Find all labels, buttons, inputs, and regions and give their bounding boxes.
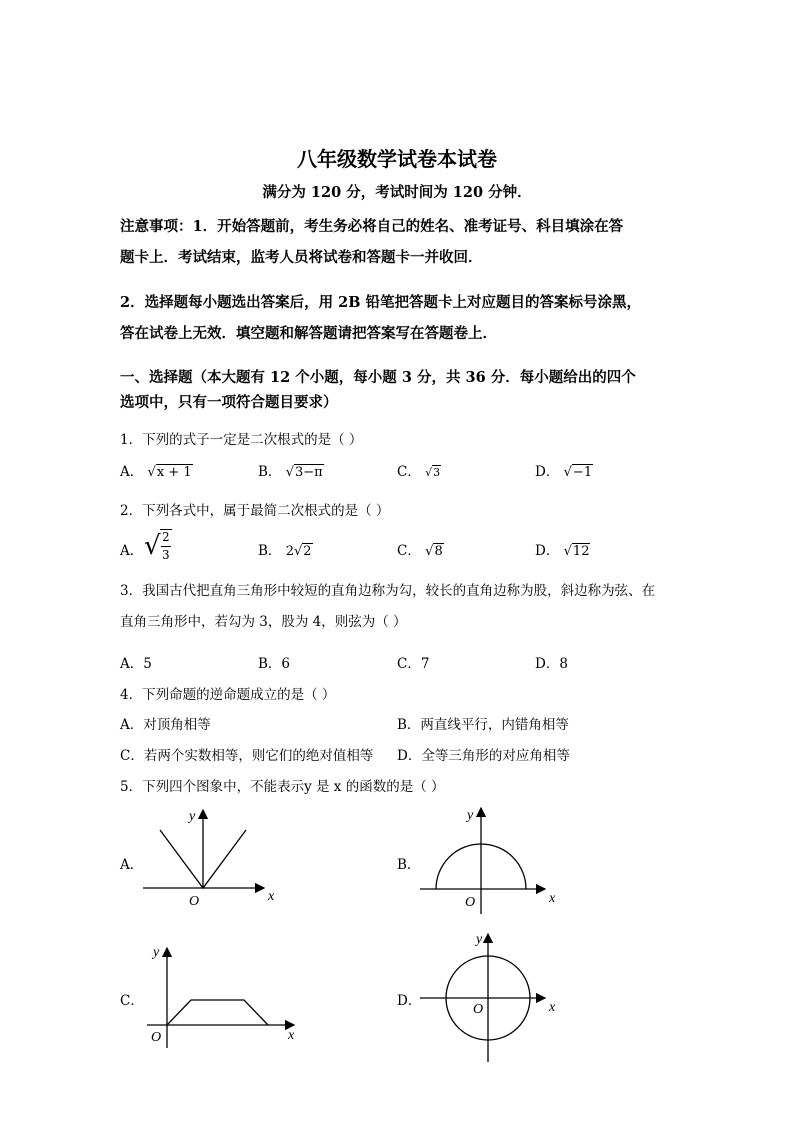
q1-option-d-radicand: −1: [572, 465, 593, 480]
q2-option-b-coefficient: 2: [285, 544, 294, 559]
q2-option-c-radicand: 8: [434, 544, 443, 559]
q3-option-c: C．7: [397, 656, 430, 672]
graph-d-y-label: y: [476, 932, 483, 947]
q2-option-a-numerator: 2: [162, 530, 170, 544]
q1-option-a: A． √x + 1: [120, 464, 192, 480]
q4-option-d: D．全等三角形的对应角相等: [397, 748, 570, 764]
q2-option-d-radicand: 12: [572, 544, 590, 559]
q4-option-c: C．若两个实数相等，则它们的绝对值相等: [120, 748, 374, 764]
q2-option-a-label: A．: [120, 543, 144, 559]
exam-info: 满分为 120 分，考试时间为 120 分钟．: [262, 184, 532, 201]
graph-c-x-label: x: [288, 1028, 295, 1043]
notice-line-1: 注意事项：1．开始答题前，考生务必将自己的姓名、准考证号、科目填涂在答: [120, 218, 624, 235]
q1-option-d: D． √−1: [535, 464, 593, 480]
graph-b: [420, 808, 545, 914]
page-title: 八年级数学试卷本试卷: [297, 147, 497, 171]
q3-stem-line-1: 3．我国古代把直角三角形中较短的直角边称为勾，较长的直角边称为股，斜边称为弦、在: [120, 583, 656, 599]
graph-a: [143, 810, 264, 888]
notice-line-4: 答在试卷上无效．填空题和解答题请把答案写在答题卷上．: [120, 325, 497, 342]
q5-option-b-label: B．: [397, 857, 421, 873]
q2-option-b-label: B．: [258, 543, 282, 559]
graph-c-origin-label: O: [151, 1030, 162, 1045]
q1-option-b-radicand: 3−π: [295, 465, 323, 480]
q2-stem: 2．下列各式中，属于最简二次根式的是（ ）: [120, 503, 390, 519]
graph-a-origin-label: O: [189, 894, 200, 909]
q1-option-a-radicand: x + 1: [156, 465, 192, 480]
q1-option-a-label: A．: [120, 464, 144, 480]
q1-option-c-radicand: 3: [433, 466, 441, 479]
graph-b-origin-label: O: [465, 895, 476, 910]
q2-option-d: D． √12: [535, 543, 590, 559]
notice-line-3: 2．选择题每小题选出答案后，用 2B 铅笔把答题卡上对应题目的答案标号涂黑，: [120, 294, 642, 311]
section-heading-2: 选项中，只有一项符合题目要求）: [120, 394, 338, 411]
graph-a-x-label: x: [268, 889, 275, 904]
q1-stem: 1．下列的式子一定是二次根式的是（ ）: [120, 432, 363, 448]
q5-stem: 5．下列四个图象中，不能表示y 是 x 的函数的是（ ）: [120, 779, 445, 795]
q3-option-a: A．5: [120, 656, 152, 672]
q4-option-a: A．对顶角相等: [120, 717, 211, 733]
q2-option-b-radicand: 2: [303, 544, 312, 559]
graph-c-y-label: y: [153, 945, 160, 960]
graph-a-y-label: y: [189, 809, 196, 824]
graph-d-x-label: x: [549, 1000, 556, 1015]
q1-option-c-label: C．: [397, 464, 421, 480]
graph-c: [147, 948, 294, 1048]
q5-option-a-label: A．: [120, 857, 144, 873]
q2-option-d-label: D．: [535, 543, 560, 559]
graph-d: [420, 934, 545, 1062]
q3-stem-line-2: 直角三角形中，若勾为 3，股为 4，则弦为（ ）: [120, 614, 407, 630]
graph-b-x-label: x: [549, 891, 556, 906]
section-heading-1: 一、选择题（本大题有 12 个小题，每小题 3 分，共 36 分．每小题给出的四个: [120, 369, 636, 386]
q2-option-c: C． √8: [397, 543, 443, 559]
q5-option-d-label: D．: [397, 993, 422, 1009]
graph-c-curve: [167, 1000, 268, 1025]
q1-option-b: B． √3−π: [258, 464, 323, 480]
q3-option-b: B．6: [258, 656, 291, 672]
notice-line-2: 题卡上．考试结束，监考人员将试卷和答题卡一并收回．: [120, 249, 483, 266]
q1-option-d-label: D．: [535, 464, 560, 480]
q3-option-d: D．8: [535, 656, 568, 672]
q5-option-c-label: C．: [120, 993, 144, 1009]
q2-option-a-radical: √: [144, 531, 161, 561]
q2-option-a-denominator: 3: [162, 548, 170, 562]
q2-option-c-label: C．: [397, 543, 421, 559]
graph-d-origin-label: O: [473, 1002, 484, 1017]
q4-stem: 4．下列命题的逆命题成立的是（ ）: [120, 687, 336, 703]
graph-b-y-label: y: [467, 808, 474, 823]
q1-option-b-label: B．: [258, 464, 282, 480]
q1-option-c: C． √3: [397, 464, 441, 480]
q4-option-b: B．两直线平行，内错角相等: [397, 717, 569, 733]
q2-option-b: B． 2√2: [258, 543, 312, 559]
